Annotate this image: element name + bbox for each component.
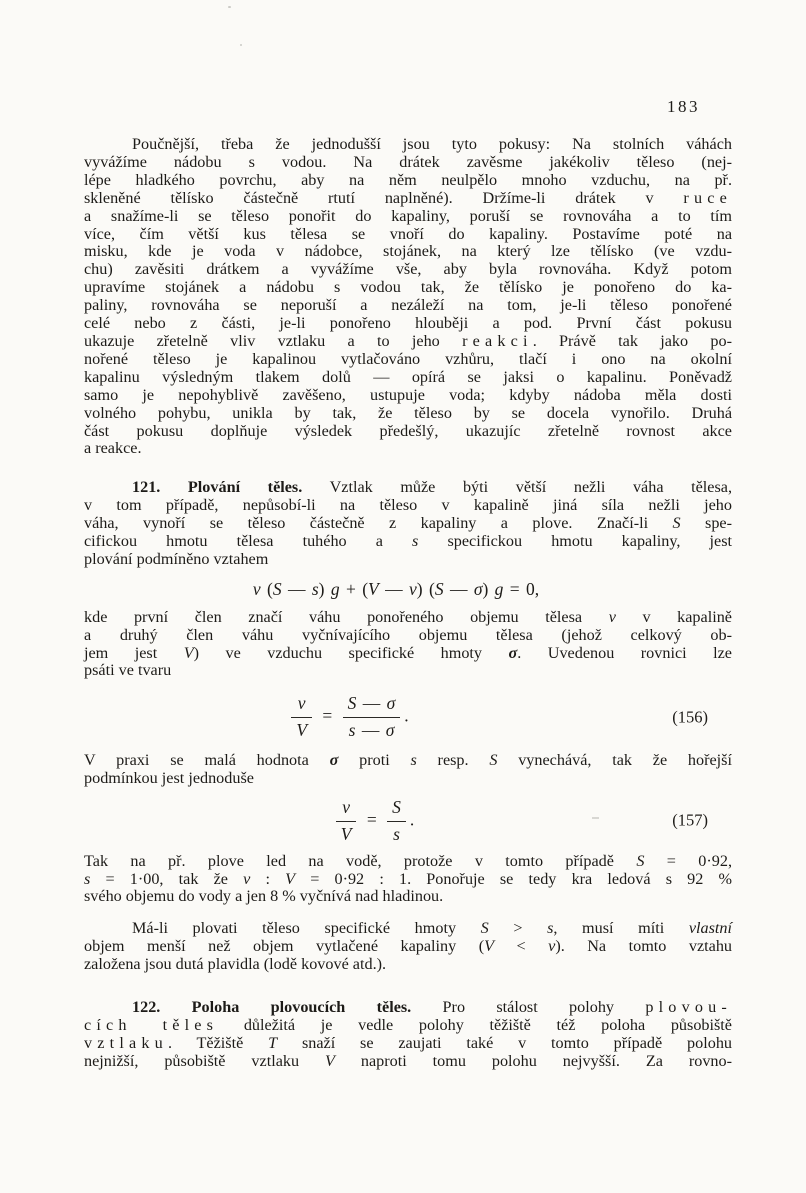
text-line: vztlaku. Těžiště T snaží se zaujati také v tomto případě polohu xyxy=(84,1033,733,1052)
math-variable: S xyxy=(489,751,498,770)
text-line: Má-li plovati těleso specifické hmoty S > s, musí míti vlastní xyxy=(132,919,732,938)
math-variable: g xyxy=(330,578,340,599)
text-line: skleněné tělísko částečně rtutí naplněné). Držíme-li drátek v ruce xyxy=(84,188,732,207)
fraction-numerator xyxy=(387,797,406,821)
equation-body: $\frac{v}{V}$ = $\frac{S — \sigma}{s — \sigma}$ . xyxy=(287,693,408,742)
math-variable: V xyxy=(340,823,352,844)
text-line: více, čím větší kus tělesa se vnoří do kapaliny. Postavíme poté na xyxy=(84,224,732,243)
math-variable: V xyxy=(183,643,194,662)
text-line: Tak na př. plove led na vodě, protože v tomto případě S = 0·92, xyxy=(84,851,732,870)
equation-number: (156) xyxy=(672,707,708,727)
text-line: a druhý člen váhu vyčnívajícího objemu tělesa (jehož celkový ob- xyxy=(84,625,732,644)
math-variable: v xyxy=(409,578,417,599)
math-variable: S xyxy=(272,578,282,599)
text-line: nejnižší, působiště vztlaku V naproti tomu polohu nejvyšší. Za rovno- xyxy=(84,1051,732,1070)
fraction-numerator xyxy=(291,693,312,717)
text-line: plování podmíněno vztahem xyxy=(84,549,269,568)
math-variable: V xyxy=(296,720,308,741)
fraction-numerator xyxy=(336,797,357,821)
math-variable: σ xyxy=(385,720,395,741)
bold-text: 122. Poloha plovoucích těles. xyxy=(132,998,412,1017)
math-variable: S xyxy=(480,919,489,938)
text-line: nořené těleso je kapalinou vytlačováno vzhůru, tlačí i ono na okolní xyxy=(84,349,732,368)
math-variable: s xyxy=(547,919,554,938)
text-line: 122. Poloha plovoucích těles. Pro stálost polohy plovou- xyxy=(132,998,732,1017)
text-line: váha, vynoří se těleso částečně z kapaliny a plove. Značí-li S spe- xyxy=(84,514,733,533)
text-line: založena jsou dutá plavidla (lodě kovové atd.). xyxy=(84,955,387,974)
text-line: paliny, rovnováha se neporuší a nezáleží na tom, je-li těleso ponořené xyxy=(84,296,732,315)
text-line: vyvážíme nádobu s vodou. Na drátek zavěsme jakékoliv těleso (nej- xyxy=(84,152,732,171)
text-line: 121. Plování těles. Vztlak může býti větší nežli váha tělesa, xyxy=(132,478,732,497)
text-line: jem jest V) ve vzduchu specifické hmoty σ. Uvedenou rovnici lze xyxy=(84,643,732,662)
paragraph-explanation xyxy=(84,609,732,681)
text-line: V praxi se malá hodnota σ proti s resp. S vynechává, tak že hořejší xyxy=(84,751,732,770)
math-variable: v xyxy=(548,937,556,956)
text-line: kde první člen značí váhu ponořeného objemu tělesa v v kapalině xyxy=(84,607,732,626)
math-variable: σ xyxy=(508,643,518,662)
text-line: chu) zavěsiti drátkem a vyvážíme vše, aby byla rovnováha. Když potom xyxy=(84,260,732,279)
math-variable: S xyxy=(636,851,645,870)
math-variable: g xyxy=(494,578,504,599)
text-line: a snažíme-li se těleso ponořit do kapaliny, poruší se rovnováha a to tím xyxy=(84,206,732,225)
math-variable: S xyxy=(672,514,681,533)
text-line: v tom případě, nepůsobí-li na těleso v kapalině jiná síla nežli jeho xyxy=(84,496,732,515)
paragraph-praxis xyxy=(84,752,732,788)
math-variable: v xyxy=(252,578,261,599)
text-line: upravíme stojánek a nádobu s vodou tak, že tělísko je ponořeno do ka- xyxy=(84,278,732,297)
letterspaced-text: plovou- xyxy=(645,998,732,1017)
text-line: část pokusu doplňuje výsledek předešlý, ukazujíc zřetelně rovnost akce xyxy=(84,421,732,440)
math-variable: S xyxy=(347,693,357,714)
paragraph-121 xyxy=(84,479,732,569)
paragraph-122 xyxy=(84,999,732,1071)
text-line: s = 1·00, tak že v : V = 0·92 : 1. Ponořuje se tedy kra ledová s 92 % xyxy=(84,869,732,888)
equation-body: $\frac{v}{V}$ = $\frac{S}{s}$ . xyxy=(332,797,414,846)
text-line: lépe hladkého povrchu, aby na něm neulpělo mnoho vzduchu, na př. xyxy=(84,170,732,189)
math-variable: v xyxy=(342,796,350,817)
letterspaced-text: cích těles xyxy=(84,1016,219,1034)
fraction xyxy=(336,797,357,846)
equation-floating-condition xyxy=(84,579,732,601)
page-content-column xyxy=(84,0,732,1071)
paragraph-vessels xyxy=(84,920,732,974)
math-variable: v xyxy=(243,869,251,888)
fraction xyxy=(343,693,401,742)
fraction-denominator xyxy=(387,821,406,846)
fraction xyxy=(387,797,406,846)
math-variable: σ xyxy=(329,751,339,770)
math-variable: V xyxy=(484,937,495,956)
math-variable: V xyxy=(325,1051,335,1070)
text-line: cifickou hmotu tělesa tuhého a s specifickou hmotu kapaliny, jest xyxy=(84,532,732,551)
letterspaced-text: vztlaku xyxy=(84,1033,168,1052)
text-line: psáti ve tvaru xyxy=(84,661,172,680)
bold-text: 121. Plování těles. xyxy=(132,478,303,497)
math-variable: S xyxy=(392,796,401,817)
text-line: misku, kde je voda v nádobce, stojánek, na který lze tělísko (ve vzdu- xyxy=(84,242,732,261)
math-variable: v xyxy=(297,693,306,714)
paragraph-intro xyxy=(84,136,732,458)
math-variable: s xyxy=(412,532,419,551)
equation-157 xyxy=(84,797,732,846)
math-variable: V xyxy=(285,869,296,888)
equation-body: v (S — s) g + (V — v) (S — σ) g = 0, xyxy=(252,578,540,599)
text-line: celé nebo z části, je-li ponořeno hlouběji a pod. První část pokusu xyxy=(84,314,732,333)
math-variable: s xyxy=(410,751,417,770)
math-variable: S xyxy=(434,578,444,599)
math-variable: T xyxy=(268,1033,278,1052)
text-line: a reakce. xyxy=(84,439,142,458)
text-line: samo je nepohyblivě zavěšeno, ustupuje voda; kdyby nádoba měla dosti xyxy=(84,385,732,404)
math-variable: s xyxy=(348,720,356,741)
text-line: volného pohybu, unikla by tak, že těleso by se docela vynořilo. Druhá xyxy=(84,403,732,422)
math-variable: V xyxy=(368,578,379,599)
math-variable: v xyxy=(608,607,616,626)
text-line: kapalinu výsledným tlakem dolů — opírá se jaksi o kapalinu. Poněvadž xyxy=(84,367,732,386)
fraction-denominator: s — σ xyxy=(343,717,401,742)
letterspaced-text: ruce xyxy=(683,188,732,207)
text-line: svého objemu do vody a jen 8 % vyčnívá nad hladinou. xyxy=(84,887,444,906)
math-variable: σ xyxy=(473,578,483,599)
equation-156 xyxy=(84,693,732,742)
page-number: 183 xyxy=(667,97,700,116)
letterspaced-text: reakci xyxy=(462,331,533,350)
fraction-numerator: S — σ xyxy=(347,693,396,714)
fraction-denominator xyxy=(291,717,312,742)
text-line: objem menší než objem vytlačené kapaliny (V < v). Na tomto vztahu xyxy=(84,937,733,956)
page-content xyxy=(84,136,732,1071)
math-variable: σ xyxy=(386,693,396,714)
math-variable: vlastní xyxy=(688,919,732,938)
math-variable: s xyxy=(311,578,319,599)
math-variable: s xyxy=(393,823,400,844)
text-line: podmínkou jest jednoduše xyxy=(84,769,254,787)
text-line: Poučnější, třeba že jednodušší jsou tyto pokusy: Na stolních váhách xyxy=(132,135,732,153)
text-line: cích těles důležitá je vedle polohy těžiště též poloha působiště xyxy=(84,1016,732,1034)
fraction xyxy=(291,693,312,742)
equation-number: (157) xyxy=(672,810,708,830)
fraction-denominator xyxy=(336,821,357,846)
text-line: ukazuje zřetelně vliv vztlaku a to jeho reakci. Právě tak jako po- xyxy=(84,331,732,350)
paragraph-ice-example xyxy=(84,853,732,907)
math-variable: s xyxy=(84,869,91,888)
